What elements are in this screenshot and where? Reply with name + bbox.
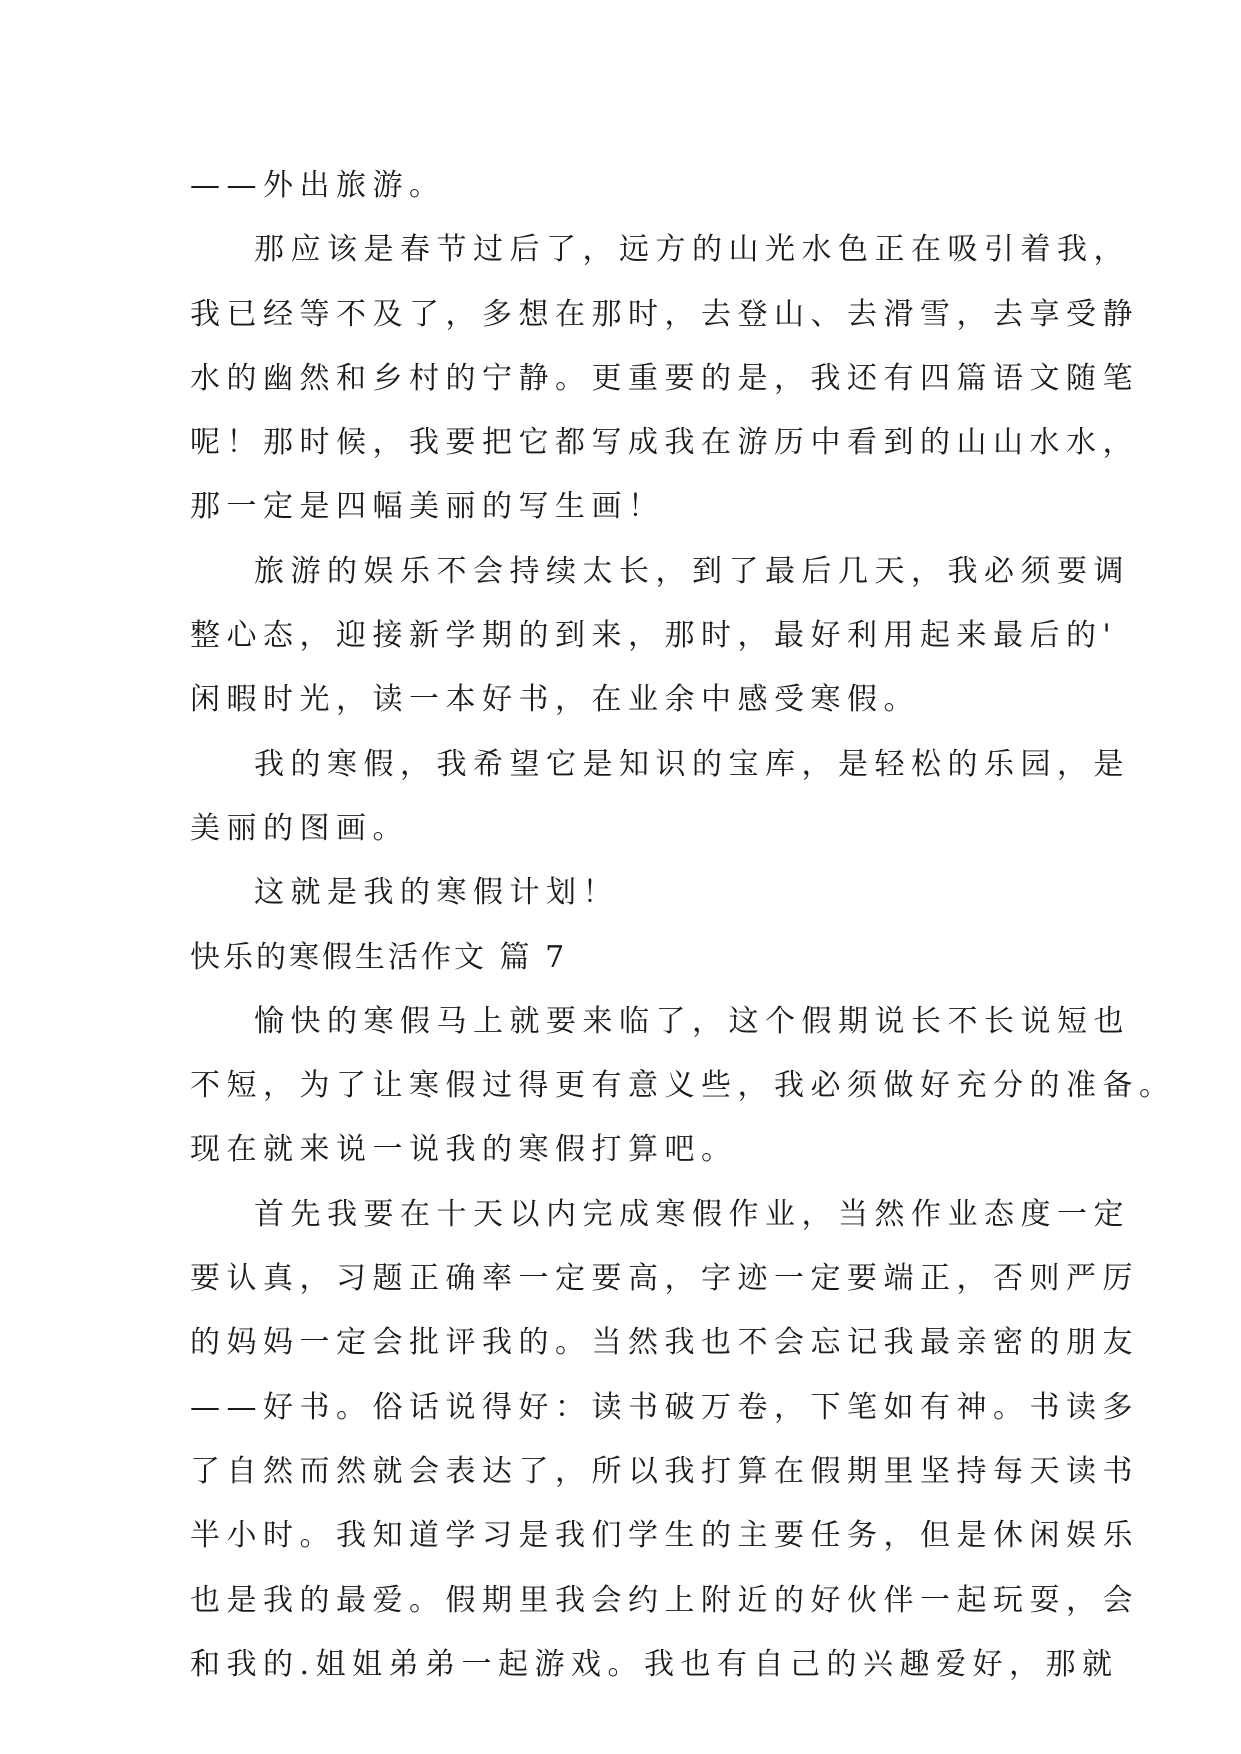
paragraph-line: 的妈妈一定会批评我的。当然我也不会忘记我最亲密的朋友 — [190, 1325, 1139, 1361]
paragraph-line: 那应该是春节过后了，远方的山光水色正在吸引着我， — [254, 232, 1130, 268]
paragraph-line: 整心态，迎接新学期的到来，那时，最好利用起来最后的' — [190, 618, 1118, 654]
paragraph-line: 闲暇时光，读一本好书，在业余中感受寒假。 — [190, 682, 920, 718]
paragraph-line: 美丽的图画。 — [190, 810, 409, 846]
paragraph-line: ——外出旅游。 — [190, 168, 446, 203]
paragraph-line: 我已经等不及了，多想在那时，去登山、去滑雪，去享受静 — [190, 296, 1139, 332]
paragraph-line: 和我的.姐姐弟弟一起游戏。我也有自己的兴趣爱好，那就 — [190, 1646, 1119, 1682]
section-heading: 快乐的寒假生活作文 篇 7 — [190, 939, 568, 975]
paragraph-line: 我的寒假，我希望它是知识的宝库，是轻松的乐园，是 — [254, 746, 1130, 782]
paragraph-line: 半小时。我知道学习是我们学生的主要任务，但是休闲娱乐 — [190, 1518, 1139, 1554]
paragraph-line: 水的幽然和乡村的宁静。更重要的是，我还有四篇语文随笔 — [190, 360, 1139, 396]
paragraph-line: 旅游的娱乐不会持续太长，到了最后几天，我必须要调 — [254, 553, 1130, 589]
paragraph-line: 愉快的寒假马上就要来临了，这个假期说长不长说短也 — [254, 1003, 1130, 1039]
paragraph-line: 也是我的最爱。假期里我会约上附近的好伙伴一起玩耍，会 — [190, 1582, 1139, 1618]
paragraph-line: 要认真，习题正确率一定要高，字迹一定要端正，否则严厉 — [190, 1261, 1139, 1297]
paragraph-line: 这就是我的寒假计划！ — [254, 875, 619, 911]
paragraph-line: 不短，为了让寒假过得更有意义些，我必须做好充分的准备。 — [190, 1068, 1176, 1104]
document-body — [190, 154, 1176, 1697]
paragraph-line: 首先我要在十天以内完成寒假作业，当然作业态度一定 — [254, 1196, 1130, 1232]
paragraph-line: 现在就来说一说我的寒假打算吧。 — [190, 1132, 738, 1168]
paragraph-line: 那一定是四幅美丽的写生画！ — [190, 489, 665, 525]
paragraph-line: ——好书。俗话说得好：读书破万卷，下笔如有神。书读多 — [190, 1389, 1139, 1425]
paragraph-line: 呢！那时候，我要把它都写成我在游历中看到的山山水水， — [190, 425, 1139, 461]
paragraph-line: 了自然而然就会表达了，所以我打算在假期里坚持每天读书 — [190, 1453, 1139, 1489]
